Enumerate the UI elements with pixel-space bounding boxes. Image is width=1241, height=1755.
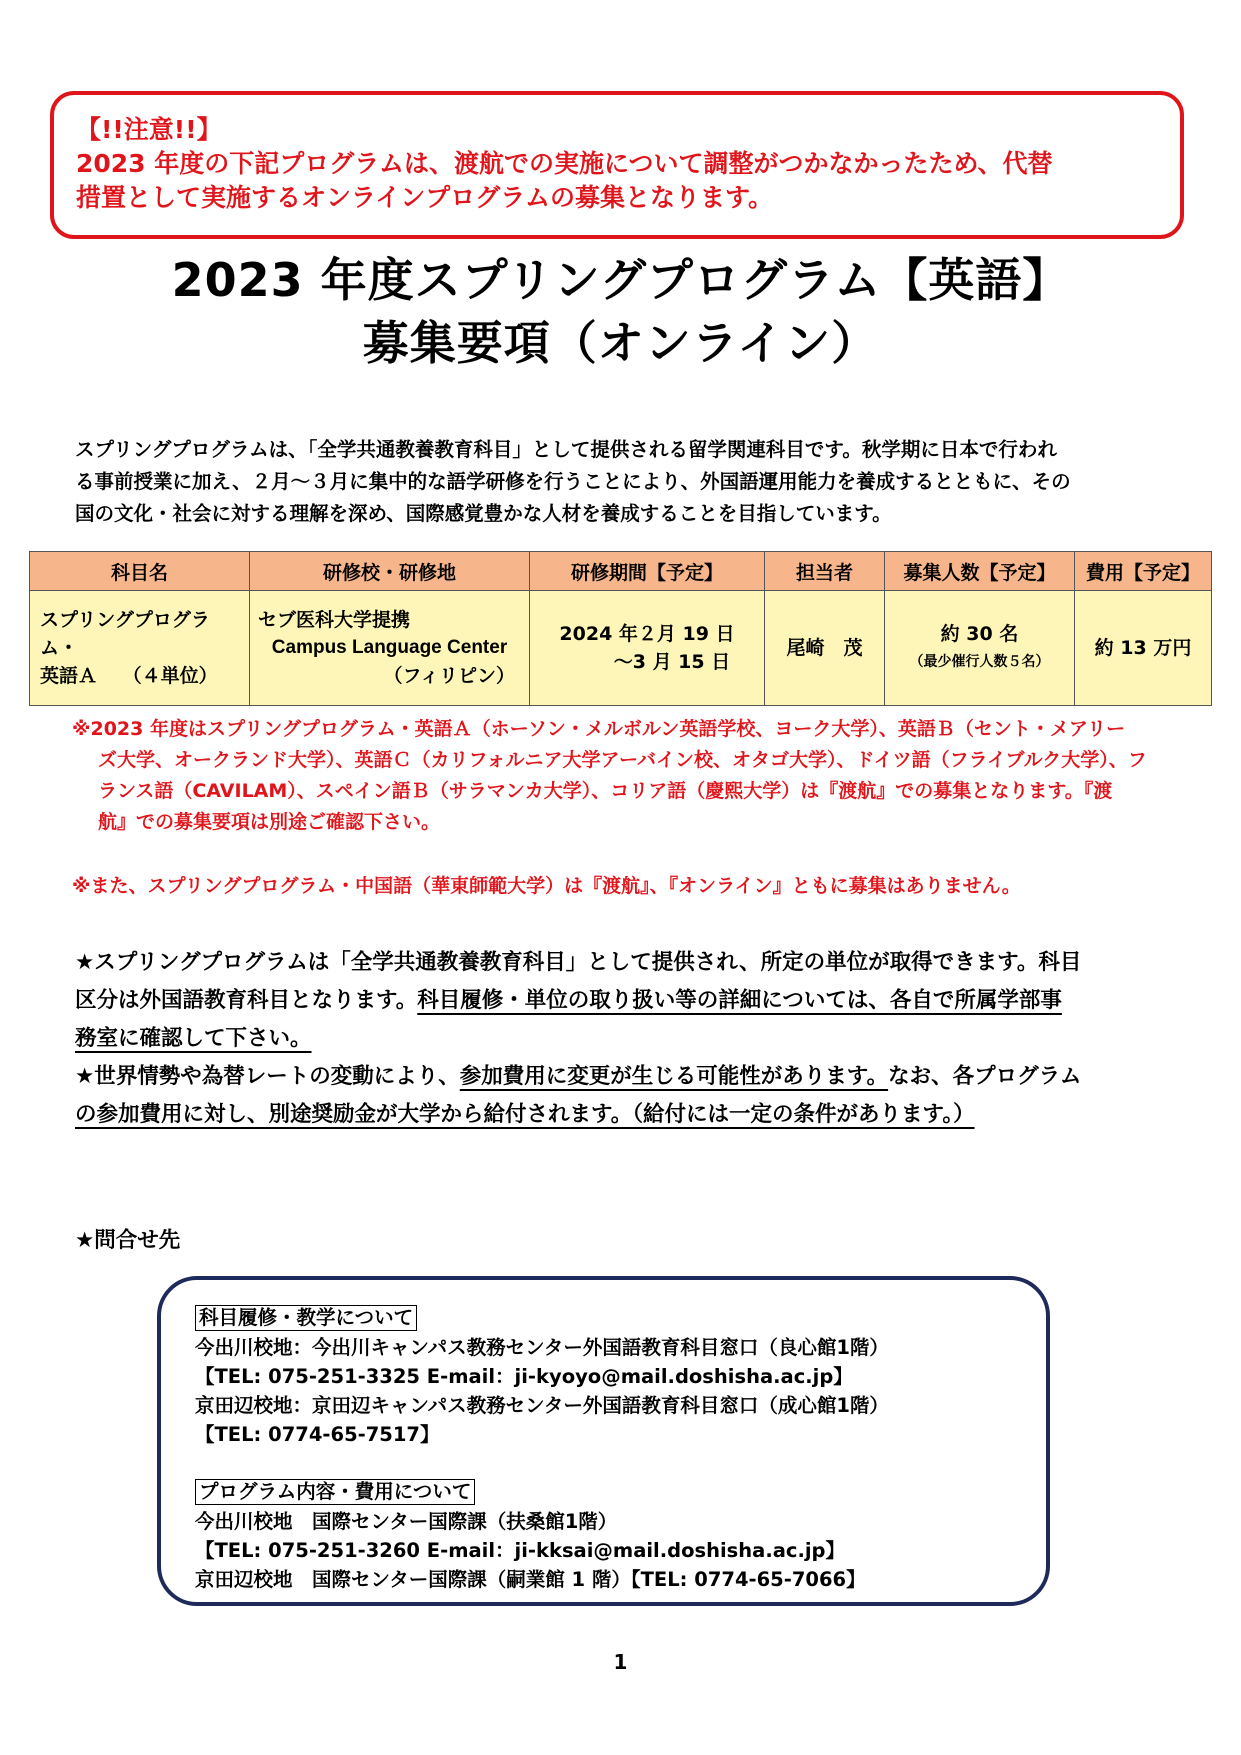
header-capacity: 募集人数【予定】 [885,552,1075,591]
fee-text: ★世界情勢や為替レートの変動により、 [75,1064,460,1089]
credit-underlined: 務室に確認して下さい。 [75,1026,312,1051]
contact-line: 【TEL: 0774-65-7517】 [195,1423,440,1446]
intro-line: 国の文化・社会に対する理解を深め、国際感覚豊かな人材を養成することを目指しています。 [75,502,892,525]
cell-school [250,591,530,706]
cell-period [530,591,765,706]
fee-underlined: 参加費用に変更が生じる可能性があります。 [459,1064,889,1089]
capacity-note: （最少催行人数５名） [909,654,1050,670]
header-subject: 科目名 [30,552,250,591]
contact-line: 【TEL: 075-251-3325 E-mail：ji-kyoyo@mail.doshisha.ac.jp】 [195,1365,853,1388]
page-number: 1 [613,1650,628,1674]
credit-text: ★スプリングプログラムは「全学共通教養教育科目」として提供され、所定の単位が取得できます。科目 [75,950,1082,975]
notice-heading: 【!!注意!!】 [76,115,222,144]
school-country: （フィリピン） [383,665,515,687]
contact-line: 京田辺校地：京田辺キャンパス教務センター外国語教育科目窓口（成心館1階） [195,1394,889,1417]
program-table [29,551,1212,706]
page-subtitle: 募集要項（オンライン） [362,316,879,370]
header-period: 研修期間【予定】 [530,552,765,591]
destination-note [72,714,1182,838]
cell-instructor: 尾崎 茂 [765,591,885,706]
credit-text: 区分は外国語教育科目となります。 [75,988,418,1013]
contact-heading: ★問合せ先 [75,1228,181,1253]
cell-capacity [885,591,1075,706]
table-header-row [30,552,1212,591]
note-line: ズ大学、オークランド大学）、英語Ｃ（カリフォルニア大学アーバイン校、オタゴ大学）、ドイツ語（フライブルク大学）、フ [98,749,1147,771]
notes-section [75,944,1185,1134]
contact-box [157,1276,1050,1606]
header-school: 研修校・研修地 [250,552,530,591]
page-title: 2023 年度スプリングプログラム【英語】 [171,253,1070,307]
note-line: 航』での募集要項は別途ご確認下さい。 [98,811,441,833]
intro-line: る事前授業に加え、２月～３月に集中的な語学研修を行うことにより、外国語運用能力を養成するとともに、その [75,470,1071,493]
notice-text-2: 措置として実施するオンラインプログラムの募集となります。 [76,183,774,212]
credit-underlined: 科目履修・単位の取り扱い等の詳細については、各自で所属学部事 [417,988,1062,1013]
school-partner: セブ医科大学提携 [258,609,411,631]
subject-credits: 英語Ａ （４単位） [40,665,218,687]
contact-line: 【TEL: 075-251-3260 E-mail：ji-kksai@mail.doshisha.ac.jp】 [195,1539,846,1562]
intro-paragraph [75,434,1180,530]
school-name: Campus Language Center [271,637,508,658]
subject-line: スプリングプログラム・ [40,609,210,659]
contact-label-academic: 科目履修・教学について [195,1305,417,1331]
cell-subject [30,591,250,706]
fee-note [75,1058,1185,1134]
period-start: 2024 年２月 19 日 [559,623,735,645]
notice-box [50,91,1184,239]
note-line: ランス語（CAVILAM）、スペイン語Ｂ（サラマンカ大学）、コリア語（慶熙大学）は『渡航』での募集となります。『渡 [98,780,1113,802]
cell-cost: 約 13 万円 [1075,591,1212,706]
fee-underlined: の参加費用に対し、別途奨励金が大学から給付されます。（給付には一定の条件があります。） [75,1102,975,1127]
notice-text-1: 2023 年度の下記プログラムは、渡航での実施について調整がつかなかったため、代替 [76,149,1053,178]
header-instructor: 担当者 [765,552,885,591]
period-end: ～3 月 15 日 [613,651,731,673]
credit-note [75,944,1185,1058]
header-cost: 費用【予定】 [1075,552,1212,591]
table-row [30,591,1212,706]
contact-line: 今出川校地：今出川キャンパス教務センター外国語教育科目窓口（良心館1階） [195,1336,889,1359]
contact-line: 今出川校地 国際センター国際課（扶桑館1階） [195,1510,618,1533]
fee-text: なお、各プログラム [888,1064,1082,1089]
intro-line: スプリングプログラムは、「全学共通教養教育科目」として提供される留学関連科目です。秋学期に日本で行われ [75,438,1057,461]
chinese-note: ※また、スプリングプログラム・中国語（華東師範大学）は『渡航』、『オンライン』ともに募集はありません。 [72,875,1021,897]
contact-line: 京田辺校地 国際センター国際課（嗣業館 1 階）【TEL: 0774-65-7066】 [195,1568,866,1591]
note-line: ※2023 年度はスプリングプログラム・英語Ａ（ホーソン・メルボルン英語学校、ヨーク大学）、英語Ｂ（セント・メアリー [72,718,1126,740]
capacity-value: 約 30 名 [940,623,1019,645]
contact-label-program: プログラム内容・費用について [195,1479,475,1505]
